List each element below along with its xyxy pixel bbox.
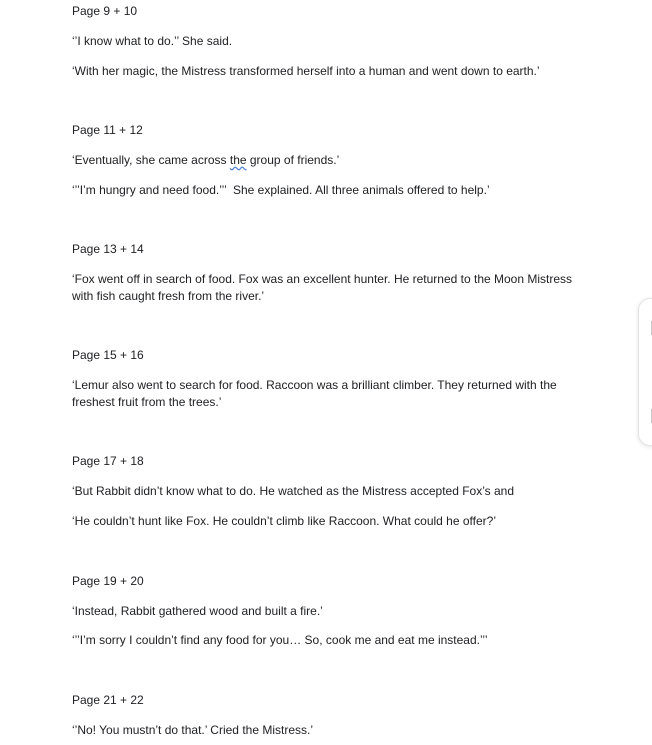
section-heading: Page 13 + 14	[72, 242, 144, 256]
section-heading: Page 9 + 10	[72, 4, 138, 18]
paragraph: ‘With her magic, the Mistress transformed herself into a human and went down to earth.’	[72, 64, 540, 78]
paragraph: ‘He couldn’t hunt like Fox. He couldn’t climb like Raccoon. What could he offer?’	[72, 514, 496, 528]
paragraph: ‘Fox went off in search of food. Fox was an excellent hunter. He returned to the Moon Mistress with fish caught fresh from the river.’	[72, 272, 573, 303]
paragraph: ‘’’I’m sorry I couldn’t find any food for you… So, cook me and eat me instead.’’’	[72, 633, 488, 647]
section-heading: Page 17 + 18	[72, 454, 144, 468]
paragraph: ‘’I know what to do.’’ She said.	[72, 34, 233, 48]
section-heading: Page 15 + 16	[72, 348, 144, 362]
side-panel-toggle[interactable]	[638, 298, 652, 446]
paragraph: ‘But Rabbit didn’t know what to do. He watched as the Mistress accepted Fox’s and	[72, 484, 515, 498]
section-heading: Page 21 + 22	[72, 693, 144, 707]
section-heading: Page 11 + 12	[72, 123, 143, 137]
text-span: ‘Eventually, she came across	[72, 153, 230, 167]
spellcheck-flagged-word[interactable]: the	[229, 153, 247, 167]
section-heading: Page 19 + 20	[72, 574, 144, 588]
text-span: group of friends.’	[246, 153, 340, 167]
paragraph: ‘Instead, Rabbit gathered wood and built a fire.’	[72, 604, 323, 618]
paragraph	[72, 152, 339, 169]
paragraph: ‘’’I’m hungry and need food.’’’ She explained. All three animals offered to help.’	[72, 183, 490, 197]
paragraph: ‘’No! You mustn’t do that.’ Cried the Mistress.’	[72, 723, 313, 737]
paragraph: ‘Lemur also went to search for food. Raccoon was a brilliant climber. They returned with the freshest fruit from the trees.’	[72, 378, 557, 409]
